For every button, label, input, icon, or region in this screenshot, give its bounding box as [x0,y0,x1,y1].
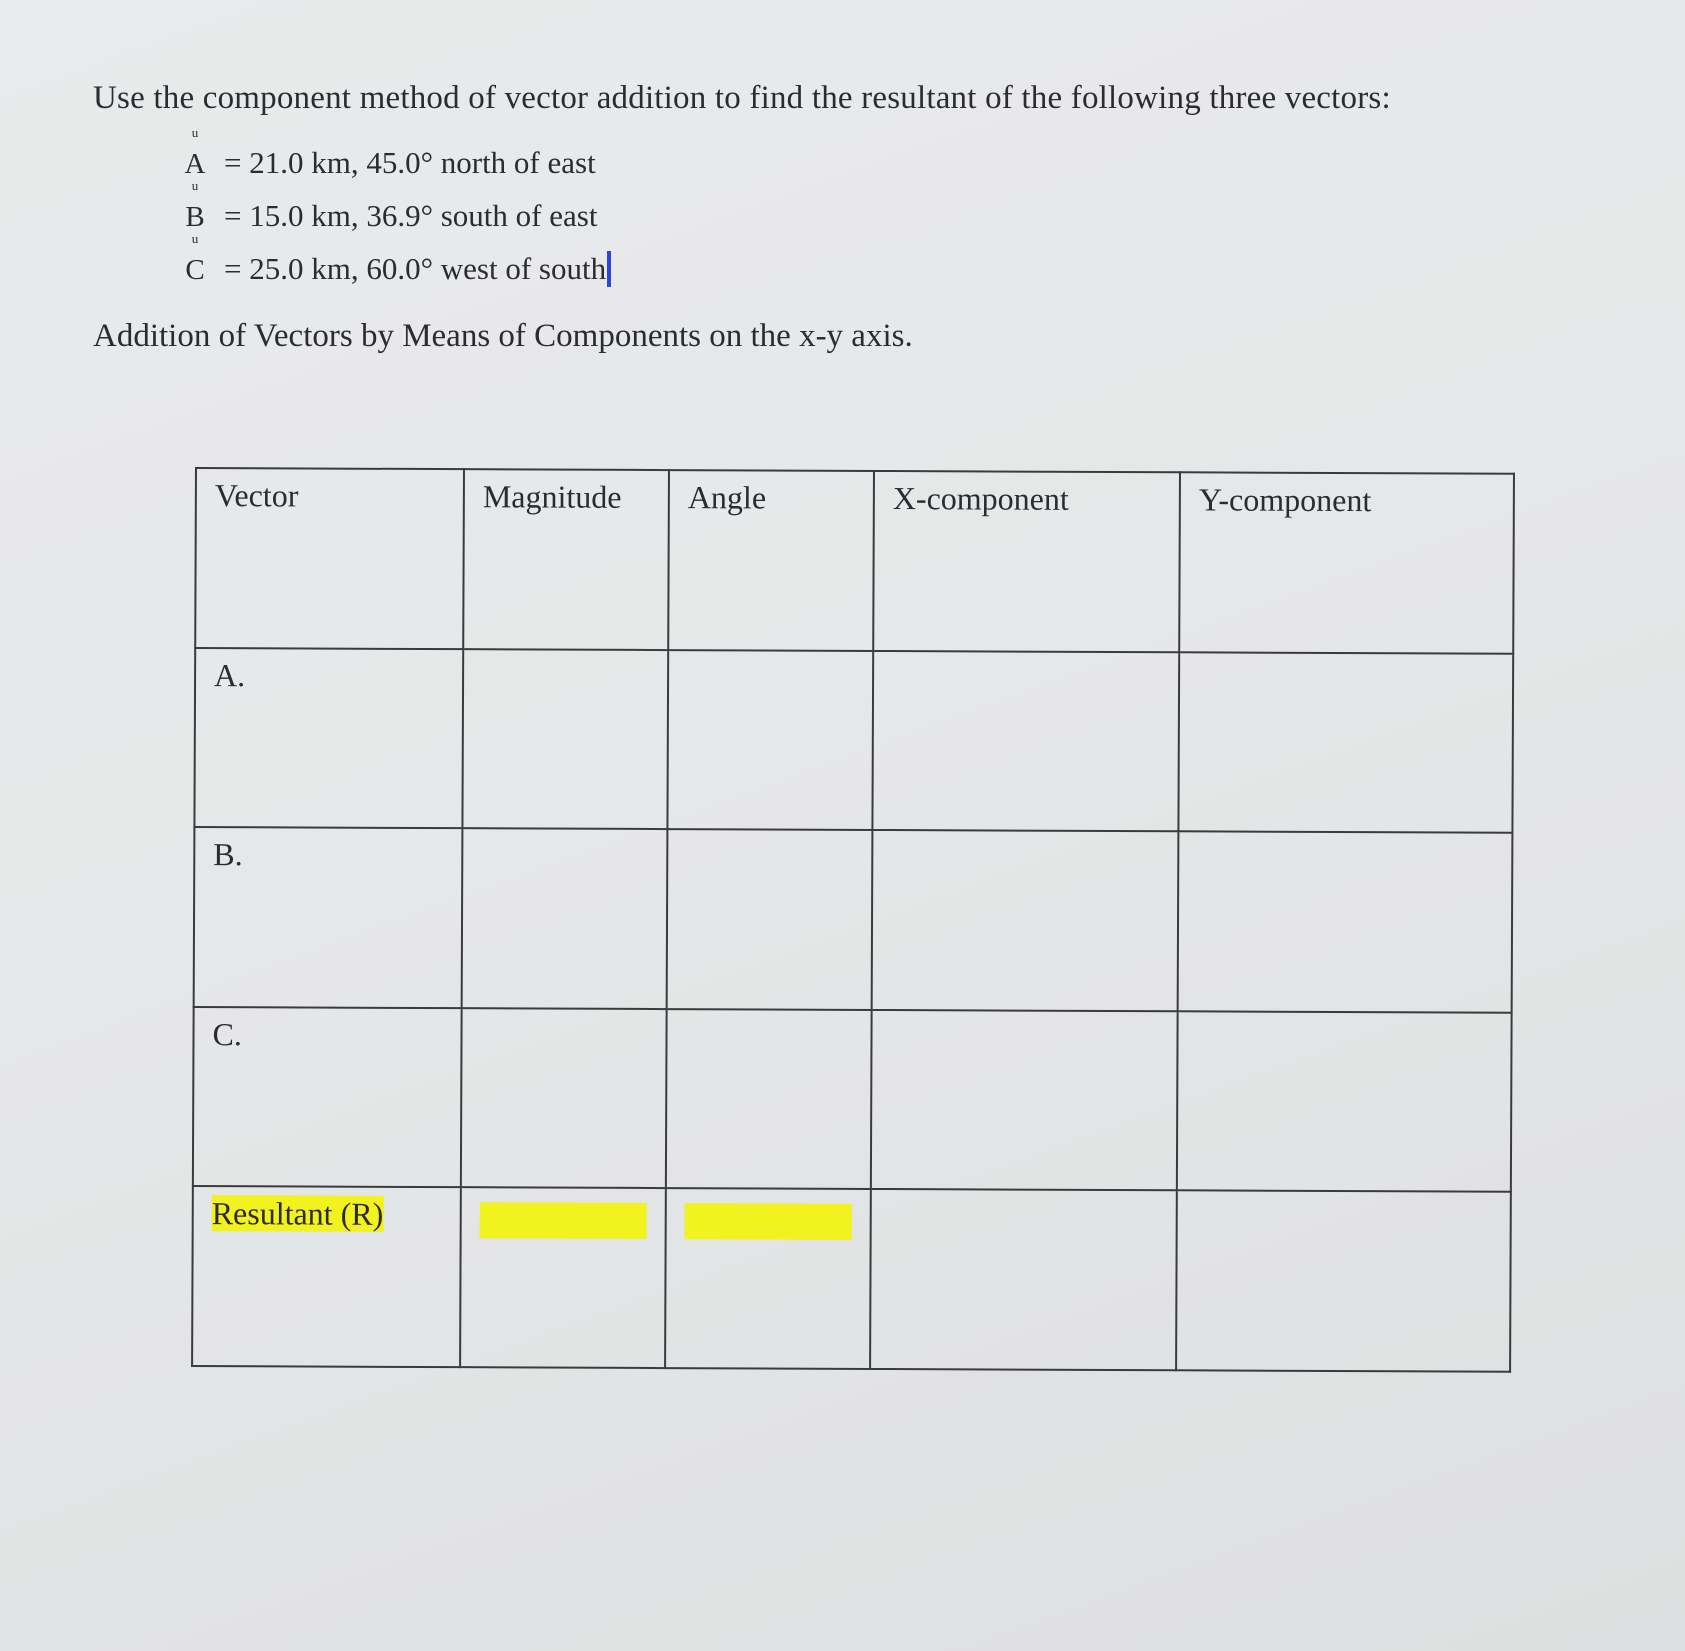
vector-arrow-mark: u [191,231,199,246]
vector-b [182,178,611,234]
cell-a-angle[interactable] [667,650,873,830]
cell-b-angle[interactable] [667,829,873,1009]
row-label-a: A. [194,648,463,829]
vector-c-letter: C [185,254,205,286]
table-row [194,648,1513,833]
table-row-resultant [192,1186,1511,1371]
vector-b-value: = 15.0 km, 36.9° south of east [224,198,598,233]
cell-c-x-component[interactable] [871,1010,1178,1191]
cell-r-angle[interactable] [665,1188,871,1369]
header-angle: Angle [668,470,874,650]
resultant-label: Resultant (R) [211,1195,384,1233]
cell-b-x-component[interactable] [872,830,1179,1011]
table-row [194,827,1513,1012]
row-label-resultant [192,1186,461,1367]
vector-arrow-mark: u [191,178,199,193]
vector-b-symbol [182,178,208,234]
vector-arrow-mark: u [191,125,199,140]
angle-highlight [685,1204,852,1241]
header-y-component: Y-component [1179,472,1514,653]
vector-c-value: = 25.0 km, 60.0° west of south [224,251,607,286]
vector-list [182,125,611,287]
table-header-row [195,468,1514,653]
vector-a [182,125,611,181]
text-cursor[interactable] [607,251,611,287]
cell-b-magnitude[interactable] [462,828,668,1008]
table-row [193,1007,1512,1192]
cell-r-y-component[interactable] [1176,1191,1511,1372]
header-magnitude: Magnitude [463,469,669,649]
vector-b-letter: B [185,201,205,233]
vector-a-value: = 21.0 km, 45.0° north of east [224,145,596,180]
vector-c-symbol [182,231,208,287]
cell-r-magnitude[interactable] [460,1188,666,1369]
cell-c-angle[interactable] [666,1009,872,1189]
cell-a-x-component[interactable] [872,651,1179,832]
table-caption: Addition of Vectors by Means of Components on the x-y axis. [93,318,913,354]
vector-a-letter: A [184,148,206,180]
problem-statement: Use the component method of vector addition to find the resultant of the following three vectors: [93,80,1391,116]
cell-a-magnitude[interactable] [462,649,668,829]
vector-a-symbol [182,125,208,181]
row-label-b: B. [194,827,463,1008]
magnitude-highlight [480,1203,647,1240]
cell-b-y-component[interactable] [1178,831,1513,1012]
components-table [191,467,1515,1373]
cell-a-y-component[interactable] [1178,652,1513,833]
row-label-c: C. [193,1007,462,1188]
vector-c [182,231,611,287]
cell-c-magnitude[interactable] [461,1008,667,1188]
cell-r-x-component[interactable] [870,1189,1177,1370]
header-x-component: X-component [873,471,1180,652]
header-vector: Vector [195,468,464,649]
cell-c-y-component[interactable] [1177,1011,1512,1192]
